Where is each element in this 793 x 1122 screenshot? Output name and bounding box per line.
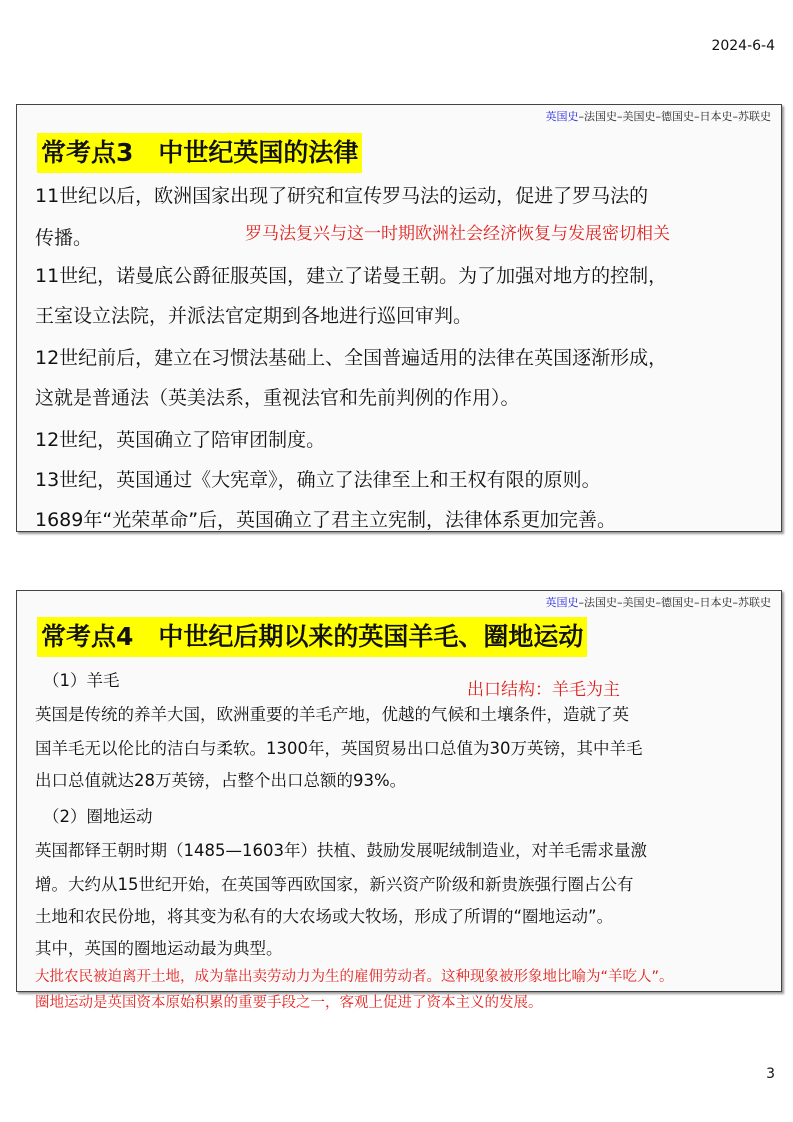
text-line: 其中，英国的圈地运动最为典型。 xyxy=(35,939,283,958)
annotation-note: 罗马法复兴与这一时期欧洲社会经济恢复与发展密切相关 xyxy=(245,224,670,244)
red-conclusion: 大批农民被迫离开土地，成为靠出卖劳动力为生的雇佣劳动者。这种现象被形象地比喻为“羊吃人”。 xyxy=(35,969,674,985)
text-line: 传播。 xyxy=(35,227,93,249)
slide-title: 常考点3 中世纪英国的法律 xyxy=(37,133,362,173)
topic-nav xyxy=(546,594,772,610)
nav-current[interactable]: 英国史 xyxy=(545,110,579,123)
section-heading: （2）圈地运动 xyxy=(43,807,153,826)
text-line: 11世纪，诺曼底公爵征服英国，建立了诺曼王朝。为了加强对地方的控制， xyxy=(35,265,668,287)
text-line: 13世纪，英国通过《大宪章》，确立了法律至上和王权有限的原则。 xyxy=(35,469,601,491)
annotation-note: 出口结构：羊毛为主 xyxy=(467,680,620,700)
nav-rest[interactable]: –法国史–美国史–德国史–日本史–苏联史 xyxy=(578,110,771,123)
text-line: 12世纪前后，建立在习惯法基础上、全国普遍适用的法律在英国逐渐形成， xyxy=(35,347,668,369)
text-line: 出口总值就达28万英镑，占整个出口总额的93%。 xyxy=(35,771,407,790)
text-line: 国羊毛无以伦比的洁白与柔软。1300年，英国贸易出口总值为30万英镑，其中羊毛 xyxy=(35,739,643,758)
text-line: 土地和农民份地，将其变为私有的大农场或大牧场，形成了所谓的“圈地运动”。 xyxy=(35,907,614,926)
text-line: 王室设立法院，并派法官定期到各地进行巡回审判。 xyxy=(35,305,473,327)
text-line: 英国是传统的养羊大国，欧洲重要的羊毛产地，优越的气候和土壤条件，造就了英 xyxy=(35,705,629,724)
text-line: 12世纪，英国确立了陪审团制度。 xyxy=(35,429,326,451)
slide-title: 常考点4 中世纪后期以来的英国羊毛、圈地运动 xyxy=(37,617,587,657)
text-line: 这就是普通法（英美法系，重视法官和先前判例的作用）。 xyxy=(35,387,520,409)
red-conclusion: 圈地运动是英国资本原始积累的重要手段之一，客观上促进了资本主义的发展。 xyxy=(35,995,543,1011)
topic-nav xyxy=(546,108,772,124)
slide-english-law xyxy=(16,104,782,532)
nav-rest[interactable]: –法国史–美国史–德国史–日本史–苏联史 xyxy=(578,596,771,609)
date: 2024-6-4 xyxy=(711,38,775,54)
text-line: 增。大约从15世纪开始，在英国等西欧国家，新兴资产阶级和新贵族强行圈占公有 xyxy=(35,875,634,894)
text-line: 英国都铎王朝时期（1485—1603年）扶植、鼓励发展呢绒制造业，对羊毛需求量激 xyxy=(35,841,647,860)
text-line: 1689年“光荣革命”后，英国确立了君主立宪制，法律体系更加完善。 xyxy=(35,509,617,531)
section-heading: （1）羊毛 xyxy=(43,671,120,690)
text-line: 11世纪以后，欧洲国家出现了研究和宣传罗马法的运动，促进了罗马法的 xyxy=(35,185,649,207)
slide-wool-enclosure xyxy=(16,590,782,1011)
nav-current[interactable]: 英国史 xyxy=(545,596,579,609)
page-number: 3 xyxy=(766,1066,775,1082)
